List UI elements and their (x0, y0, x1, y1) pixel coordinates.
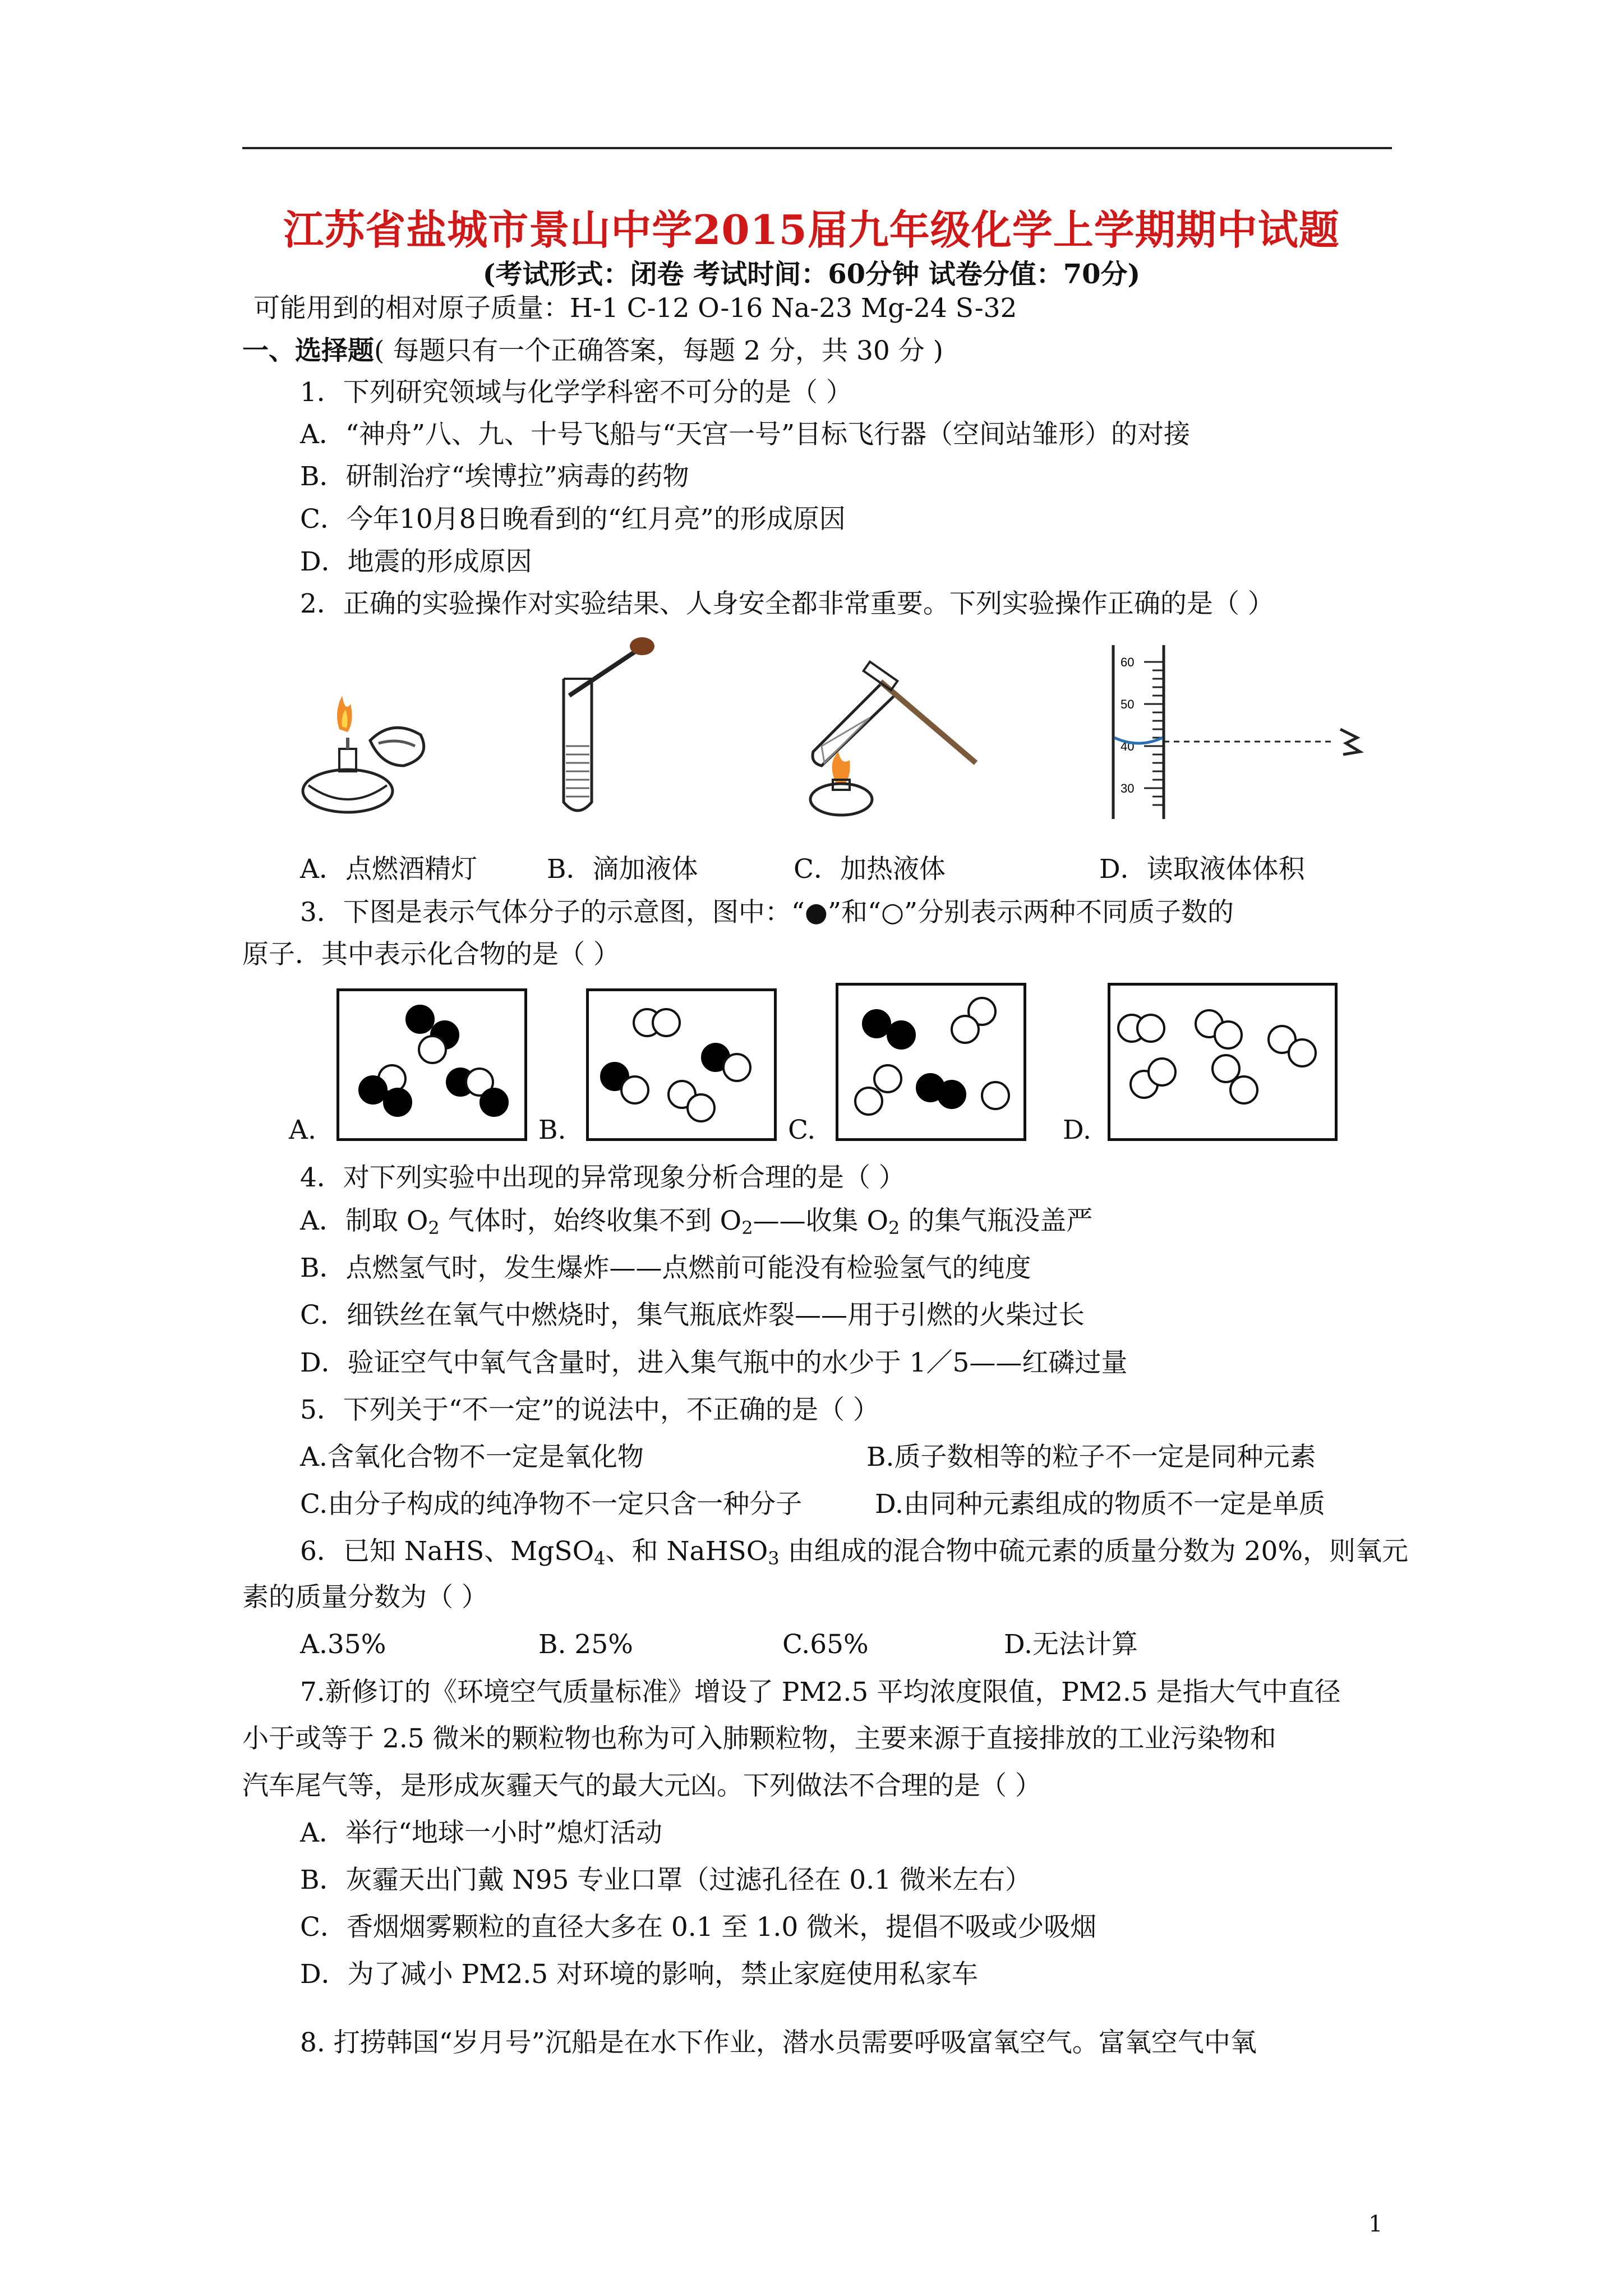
exam-info: (考试形式：闭卷 考试时间：60分钟 试卷分值：70分) (482, 259, 1141, 290)
cylinder-tick-30: 30 (1121, 781, 1135, 795)
q2-option-a: A．点燃酒精灯 (300, 854, 477, 885)
subscript: 3 (768, 1548, 780, 1569)
q3-label-d: D. (1063, 1115, 1091, 1145)
q2-stem: 2．正确的实验操作对实验结果、人身安全都非常重要。下列实验操作正确的是（ ） (300, 588, 1274, 619)
section-heading: 一、选择题 (242, 335, 374, 366)
atomic-masses: 可能用到的相对原子质量：H-1 C-12 O-16 Na-23 Mg-24 S-32 (253, 293, 1017, 324)
q3-stem-line1: 3．下图是表示气体分子的示意图，图中：“●”和“○”分别表示两种不同质子数的 (300, 897, 1234, 928)
black-atom (937, 1080, 966, 1109)
q6-option-c: C.65% (782, 1629, 869, 1660)
q3-box-c (836, 983, 1026, 1141)
page-title: 江苏省盐城市景山中学2015届九年级化学上学期期中试题 (283, 206, 1340, 254)
subscript: 4 (594, 1548, 606, 1569)
q6-part3: 由组成的混合物中硫元素的质量分数为 20%，则氧元 (779, 1536, 1408, 1567)
q3-box-a (336, 988, 527, 1141)
q4-a-part2: 气体时，始终收集不到 O (439, 1205, 742, 1236)
q2-option-c: C．加热液体 (794, 854, 946, 885)
black-atom (479, 1088, 509, 1117)
q5-option-c: C.由分子构成的纯净物不一定只含一种分子 (300, 1489, 803, 1520)
white-atom (1288, 1038, 1317, 1068)
q7-option-a: A．举行“地球一小时”熄灯活动 (300, 1818, 662, 1848)
subscript: 2 (741, 1217, 753, 1239)
top-rule (242, 147, 1392, 149)
q2-option-d: D．读取液体体积 (1099, 854, 1305, 885)
q2-option-b: B．滴加液体 (547, 854, 698, 885)
page-number: 1 (1368, 2211, 1383, 2237)
subscript: 2 (428, 1217, 440, 1239)
white-atom (686, 1093, 716, 1122)
q6-part1: 6．已知 NaHS、MgSO (300, 1536, 594, 1567)
subscript: 2 (888, 1217, 900, 1239)
q7-option-b: B．灰霾天出门戴 N95 专业口罩（过滤孔径在 0.1 微米左右） (300, 1865, 1031, 1895)
q5-option-b: B.质子数相等的粒子不一定是同种元素 (866, 1442, 1316, 1473)
q1-option-a: A．“神舟”八、九、十号飞船与“天宫一号”目标飞行器（空间站雏形）的对接 (300, 419, 1191, 450)
q3-label-a: A. (289, 1115, 316, 1145)
white-atom (981, 1081, 1010, 1110)
section-note: ( 每题只有一个正确答案，每题 2 分，共 30 分 ) (374, 335, 944, 366)
q5-option-a: A.含氧化合物不一定是氧化物 (300, 1442, 644, 1473)
q7-stem-line2: 小于或等于 2.5 微米的颗粒物也称为可入肺颗粒物，主要来源于直接排放的工业污染物和 (242, 1723, 1276, 1754)
section-heading-line (242, 334, 943, 368)
q3-label-c: C. (788, 1115, 816, 1145)
q4-option-a (300, 1204, 1092, 1245)
alcohol-lamp-lighting-illustration (286, 673, 443, 819)
black-atom (405, 1005, 435, 1034)
q6-option-d: D.无法计算 (1004, 1629, 1138, 1660)
q7-stem-line1: 7.新修订的《环境空气质量标准》增设了 PM2.5 平均浓度限值，PM2.5 是指大气中直径 (300, 1677, 1341, 1708)
q7-stem-line3: 汽车尾气等，是形成灰霾天气的最大元凶。下列做法不合理的是（ ） (242, 1770, 1041, 1801)
heating-liquid-illustration (796, 651, 993, 819)
white-atom (1214, 1020, 1243, 1050)
graduated-cylinder-reading-illustration (1094, 639, 1385, 825)
q4-a-part4: 的集气瓶没盖严 (900, 1205, 1093, 1236)
dropper-test-tube-illustration (552, 634, 665, 819)
white-atom (854, 1087, 883, 1116)
q3-box-d (1108, 983, 1338, 1141)
q6-stem-line1 (300, 1535, 1408, 1575)
q1-stem: 1．下列研究领域与化学学科密不可分的是（ ） (300, 377, 852, 408)
q4-option-b: B．点燃氢气时，发生爆炸——点燃前可能没有检验氢气的纯度 (300, 1253, 1031, 1283)
cylinder-tick-40: 40 (1121, 739, 1135, 753)
white-atom (418, 1035, 447, 1064)
q7-option-d: D．为了减小 PM2.5 对环境的影响，禁止家庭使用私家车 (300, 1959, 979, 1990)
white-atom (722, 1053, 751, 1082)
q1-option-d: D．地震的形成原因 (300, 546, 532, 577)
q5-option-d: D.由同种元素组成的物质不一定是单质 (875, 1489, 1325, 1520)
q8-stem-line1: 8. 打捞韩国“岁月号”沉船是在水下作业，潜水员需要呼吸富氧空气。富氧空气中氧 (300, 2027, 1257, 2058)
q7-option-c: C．香烟烟雾颗粒的直径大多在 0.1 至 1.0 微米，提倡不吸或少吸烟 (300, 1912, 1097, 1943)
q3-label-b: B. (538, 1115, 566, 1145)
white-atom (1136, 1014, 1165, 1043)
black-atom (887, 1020, 916, 1050)
white-atom (652, 1008, 681, 1037)
q4-stem: 4．对下列实验中出现的异常现象分析合理的是（ ） (300, 1162, 905, 1193)
q4-a-part1: A．制取 O (300, 1205, 428, 1236)
q4-option-c: C．细铁丝在氧气中燃烧时，集气瓶底炸裂——用于引燃的火柴过长 (300, 1300, 1085, 1331)
q3-box-b (586, 988, 777, 1141)
white-atom (1229, 1075, 1258, 1105)
q5-stem: 5．下列关于“不一定”的说法中，不正确的是（ ） (300, 1395, 879, 1425)
q6-option-a: A.35% (300, 1629, 386, 1660)
white-atom (951, 1015, 980, 1044)
q4-option-d: D．验证空气中氧气含量时，进入集气瓶中的水少于 1／5——红磷过量 (300, 1347, 1128, 1378)
q6-stem-line2: 素的质量分数为（ ） (242, 1582, 488, 1613)
q6-part2: 、和 NaHSO (605, 1536, 768, 1567)
cylinder-tick-60: 60 (1121, 655, 1135, 669)
q1-option-b: B．研制治疗“埃博拉”病毒的药物 (300, 461, 689, 492)
white-atom (873, 1064, 902, 1093)
q3-stem-line2: 原子．其中表示化合物的是（ ） (242, 939, 620, 970)
white-atom (1147, 1057, 1177, 1087)
q1-option-c: C．今年10月8日晚看到的“红月亮”的形成原因 (300, 504, 846, 535)
q4-a-part3: ——收集 O (753, 1205, 889, 1236)
q6-option-b: B. 25% (538, 1629, 633, 1660)
cylinder-tick-50: 50 (1121, 697, 1135, 711)
white-atom (620, 1075, 649, 1105)
black-atom (383, 1088, 412, 1117)
